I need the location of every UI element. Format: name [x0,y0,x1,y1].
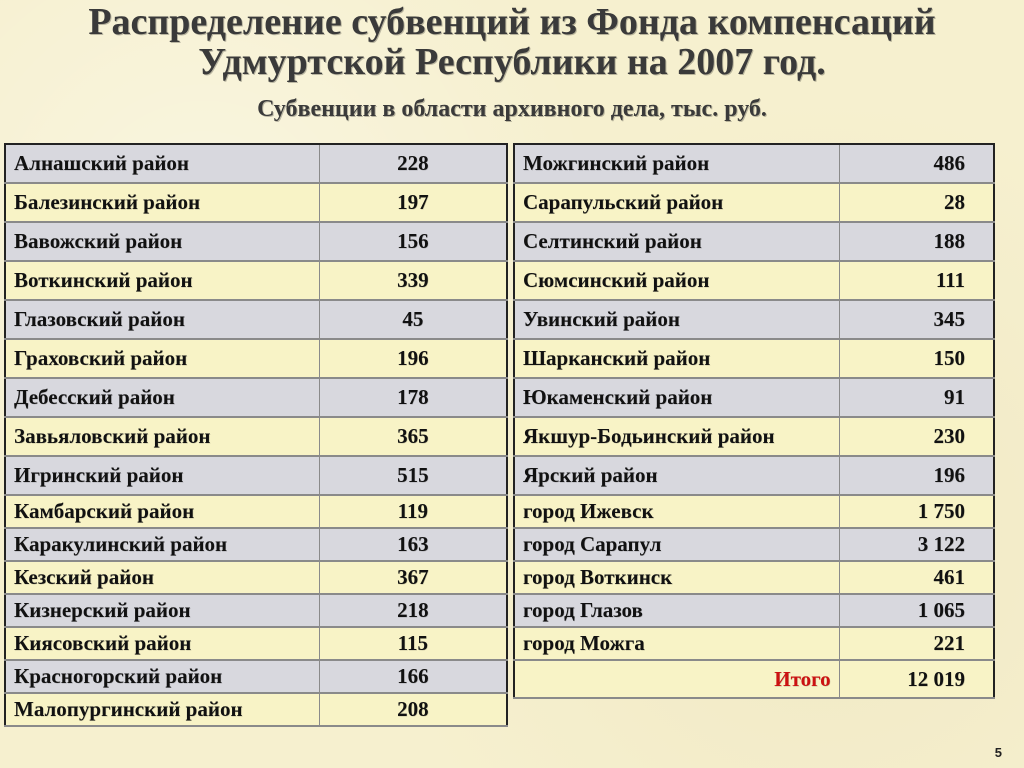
district-name: Сарапульский район [514,183,839,222]
district-name: Киясовский район [5,627,319,660]
subvention-value: 3 122 [839,528,994,561]
table-row [514,561,994,594]
table-row [5,300,507,339]
subvention-value: 1 065 [839,594,994,627]
table-row [514,456,994,495]
district-name: Ярский район [514,456,839,495]
table-row [5,627,507,660]
table-row [514,183,994,222]
subvention-value: 163 [319,528,507,561]
subvention-value: 197 [319,183,507,222]
district-name: Кизнерский район [5,594,319,627]
table-row [5,594,507,627]
district-name: Красногорский район [5,660,319,693]
subvention-value: 218 [319,594,507,627]
district-name: город Сарапул [514,528,839,561]
district-name: город Воткинск [514,561,839,594]
district-name: Малопургинский район [5,693,319,726]
subvention-value: 45 [319,300,507,339]
table-row [514,627,994,660]
district-name: город Глазов [514,594,839,627]
table-row [514,528,994,561]
table-row [5,561,507,594]
subvention-value: 228 [319,144,507,183]
subvention-value: 1 750 [839,495,994,528]
subvention-value: 91 [839,378,994,417]
subvention-value: 119 [319,495,507,528]
subvention-value: 208 [319,693,507,726]
table-row [514,144,994,183]
table-row [514,378,994,417]
subvention-value: 345 [839,300,994,339]
subvention-value: 166 [319,660,507,693]
table-row [5,378,507,417]
left-table [4,143,508,727]
subvention-value: 28 [839,183,994,222]
table-row [5,456,507,495]
subvention-value: 367 [319,561,507,594]
table-row [5,261,507,300]
district-name: Воткинский район [5,261,319,300]
table-row [5,144,507,183]
table-row [5,495,507,528]
table-row [514,594,994,627]
subvention-value: 178 [319,378,507,417]
subvention-value: 486 [839,144,994,183]
district-name: Граховский район [5,339,319,378]
district-name: Можгинский район [514,144,839,183]
table-row [5,693,507,726]
district-name: Игринский район [5,456,319,495]
subtitle: Субвенции в области архивного дела, тыс. руб. [257,96,767,122]
subvention-value: 111 [839,261,994,300]
district-name: Кезский район [5,561,319,594]
total-row [514,660,994,698]
district-name: Балезинский район [5,183,319,222]
table-row [514,222,994,261]
table-row [5,417,507,456]
subvention-value: 196 [319,339,507,378]
title-line-1: Распределение субвенций из Фонда компенсаций [88,1,936,43]
district-name: Глазовский район [5,300,319,339]
table-row [514,339,994,378]
subvention-value: 156 [319,222,507,261]
title-line-2: Удмуртской Республики на 2007 год. [198,41,826,83]
subvention-value: 365 [319,417,507,456]
table-row [514,300,994,339]
table-row [5,528,507,561]
subvention-value: 196 [839,456,994,495]
table-row [5,183,507,222]
table-row [5,222,507,261]
subvention-value: 150 [839,339,994,378]
page-number: 5 [994,745,1002,760]
subvention-value: 339 [319,261,507,300]
table-row [514,417,994,456]
subvention-value: 461 [839,561,994,594]
subvention-value: 230 [839,417,994,456]
right-table [513,143,995,699]
district-name: Увинский район [514,300,839,339]
district-name: Дебесский район [5,378,319,417]
total-value: 12 019 [839,660,994,698]
total-label: Итого [514,660,839,698]
subvention-value: 515 [319,456,507,495]
district-name: Камбарский район [5,495,319,528]
district-name: Якшур-Бодьинский район [514,417,839,456]
district-name: Сюмсинский район [514,261,839,300]
table-row [5,339,507,378]
district-name: город Ижевск [514,495,839,528]
subvention-value: 188 [839,222,994,261]
district-name: Каракулинский район [5,528,319,561]
district-name: Селтинский район [514,222,839,261]
district-name: Завьяловский район [5,417,319,456]
district-name: Алнашский район [5,144,319,183]
table-row [514,495,994,528]
subvention-value: 115 [319,627,507,660]
district-name: город Можга [514,627,839,660]
table-row [514,261,994,300]
district-name: Шарканский район [514,339,839,378]
subvention-value: 221 [839,627,994,660]
district-name: Вавожский район [5,222,319,261]
district-name: Юкаменский район [514,378,839,417]
table-row [5,660,507,693]
